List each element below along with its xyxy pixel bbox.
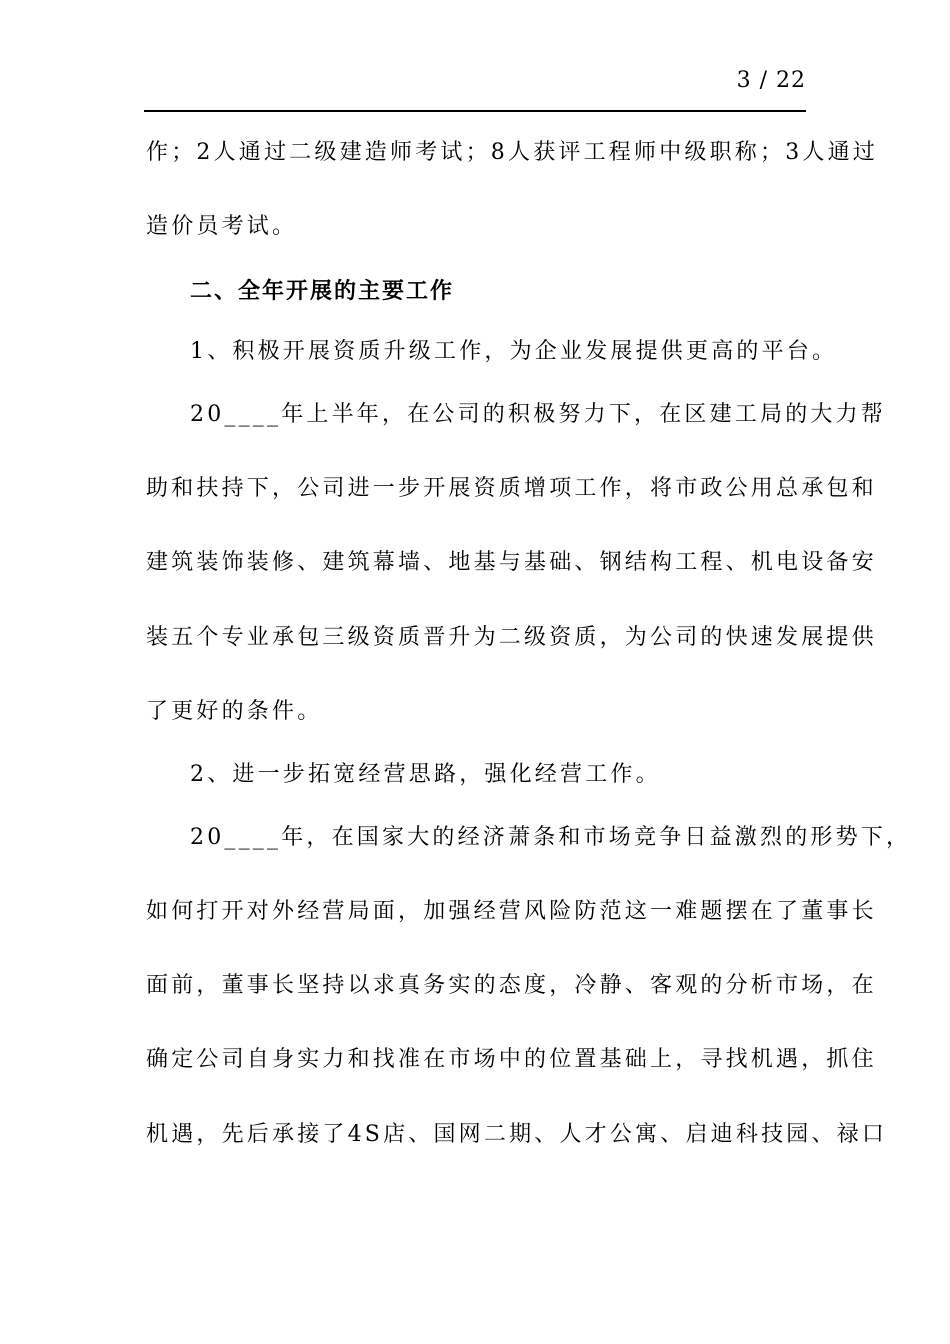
body-line: 作；2人通过二级建造师考试；8人获评工程师中级职称；3人通过 (146, 140, 878, 165)
body-line: 面前，董事长坚持以求真务实的态度，冷静、客观的分析市场，在 (146, 973, 877, 998)
page-number: 3 / 22 (736, 68, 806, 93)
body-line: 装五个专业承包三级资质晋升为二级资质，为公司的快速发展提供 (146, 625, 877, 650)
subsection-heading: 1、积极开展资质升级工作，为企业发展提供更高的平台。 (190, 339, 838, 364)
body-line: 20____年，在国家大的经济萧条和市场竞争日益激烈的形势下， (190, 825, 912, 850)
body-line: 如何打开对外经营局面，加强经营风险防范这一难题摆在了董事长 (146, 899, 877, 924)
body-line: 确定公司自身实力和找准在市场中的位置基础上，寻找机遇，抓住 (146, 1047, 877, 1072)
body-line: 助和扶持下，公司进一步开展资质增项工作，将市政公用总承包和 (146, 476, 877, 501)
body-line: 20____年上半年，在公司的积极努力下，在区建工局的大力帮 (190, 402, 886, 427)
body-line: 造价员考试。 (146, 214, 298, 239)
body-line: 了更好的条件。 (146, 699, 323, 724)
subsection-heading: 2、进一步拓宽经营思路，强化经营工作。 (190, 762, 661, 787)
section-heading: 二、全年开展的主要工作 (190, 278, 455, 304)
body-line: 建筑装饰装修、建筑幕墙、地基与基础、钢结构工程、机电设备安 (146, 550, 877, 575)
header-rule (144, 110, 806, 112)
body-line: 机遇，先后承接了4S店、国网二期、人才公寓、启迪科技园、禄口 (146, 1122, 888, 1147)
